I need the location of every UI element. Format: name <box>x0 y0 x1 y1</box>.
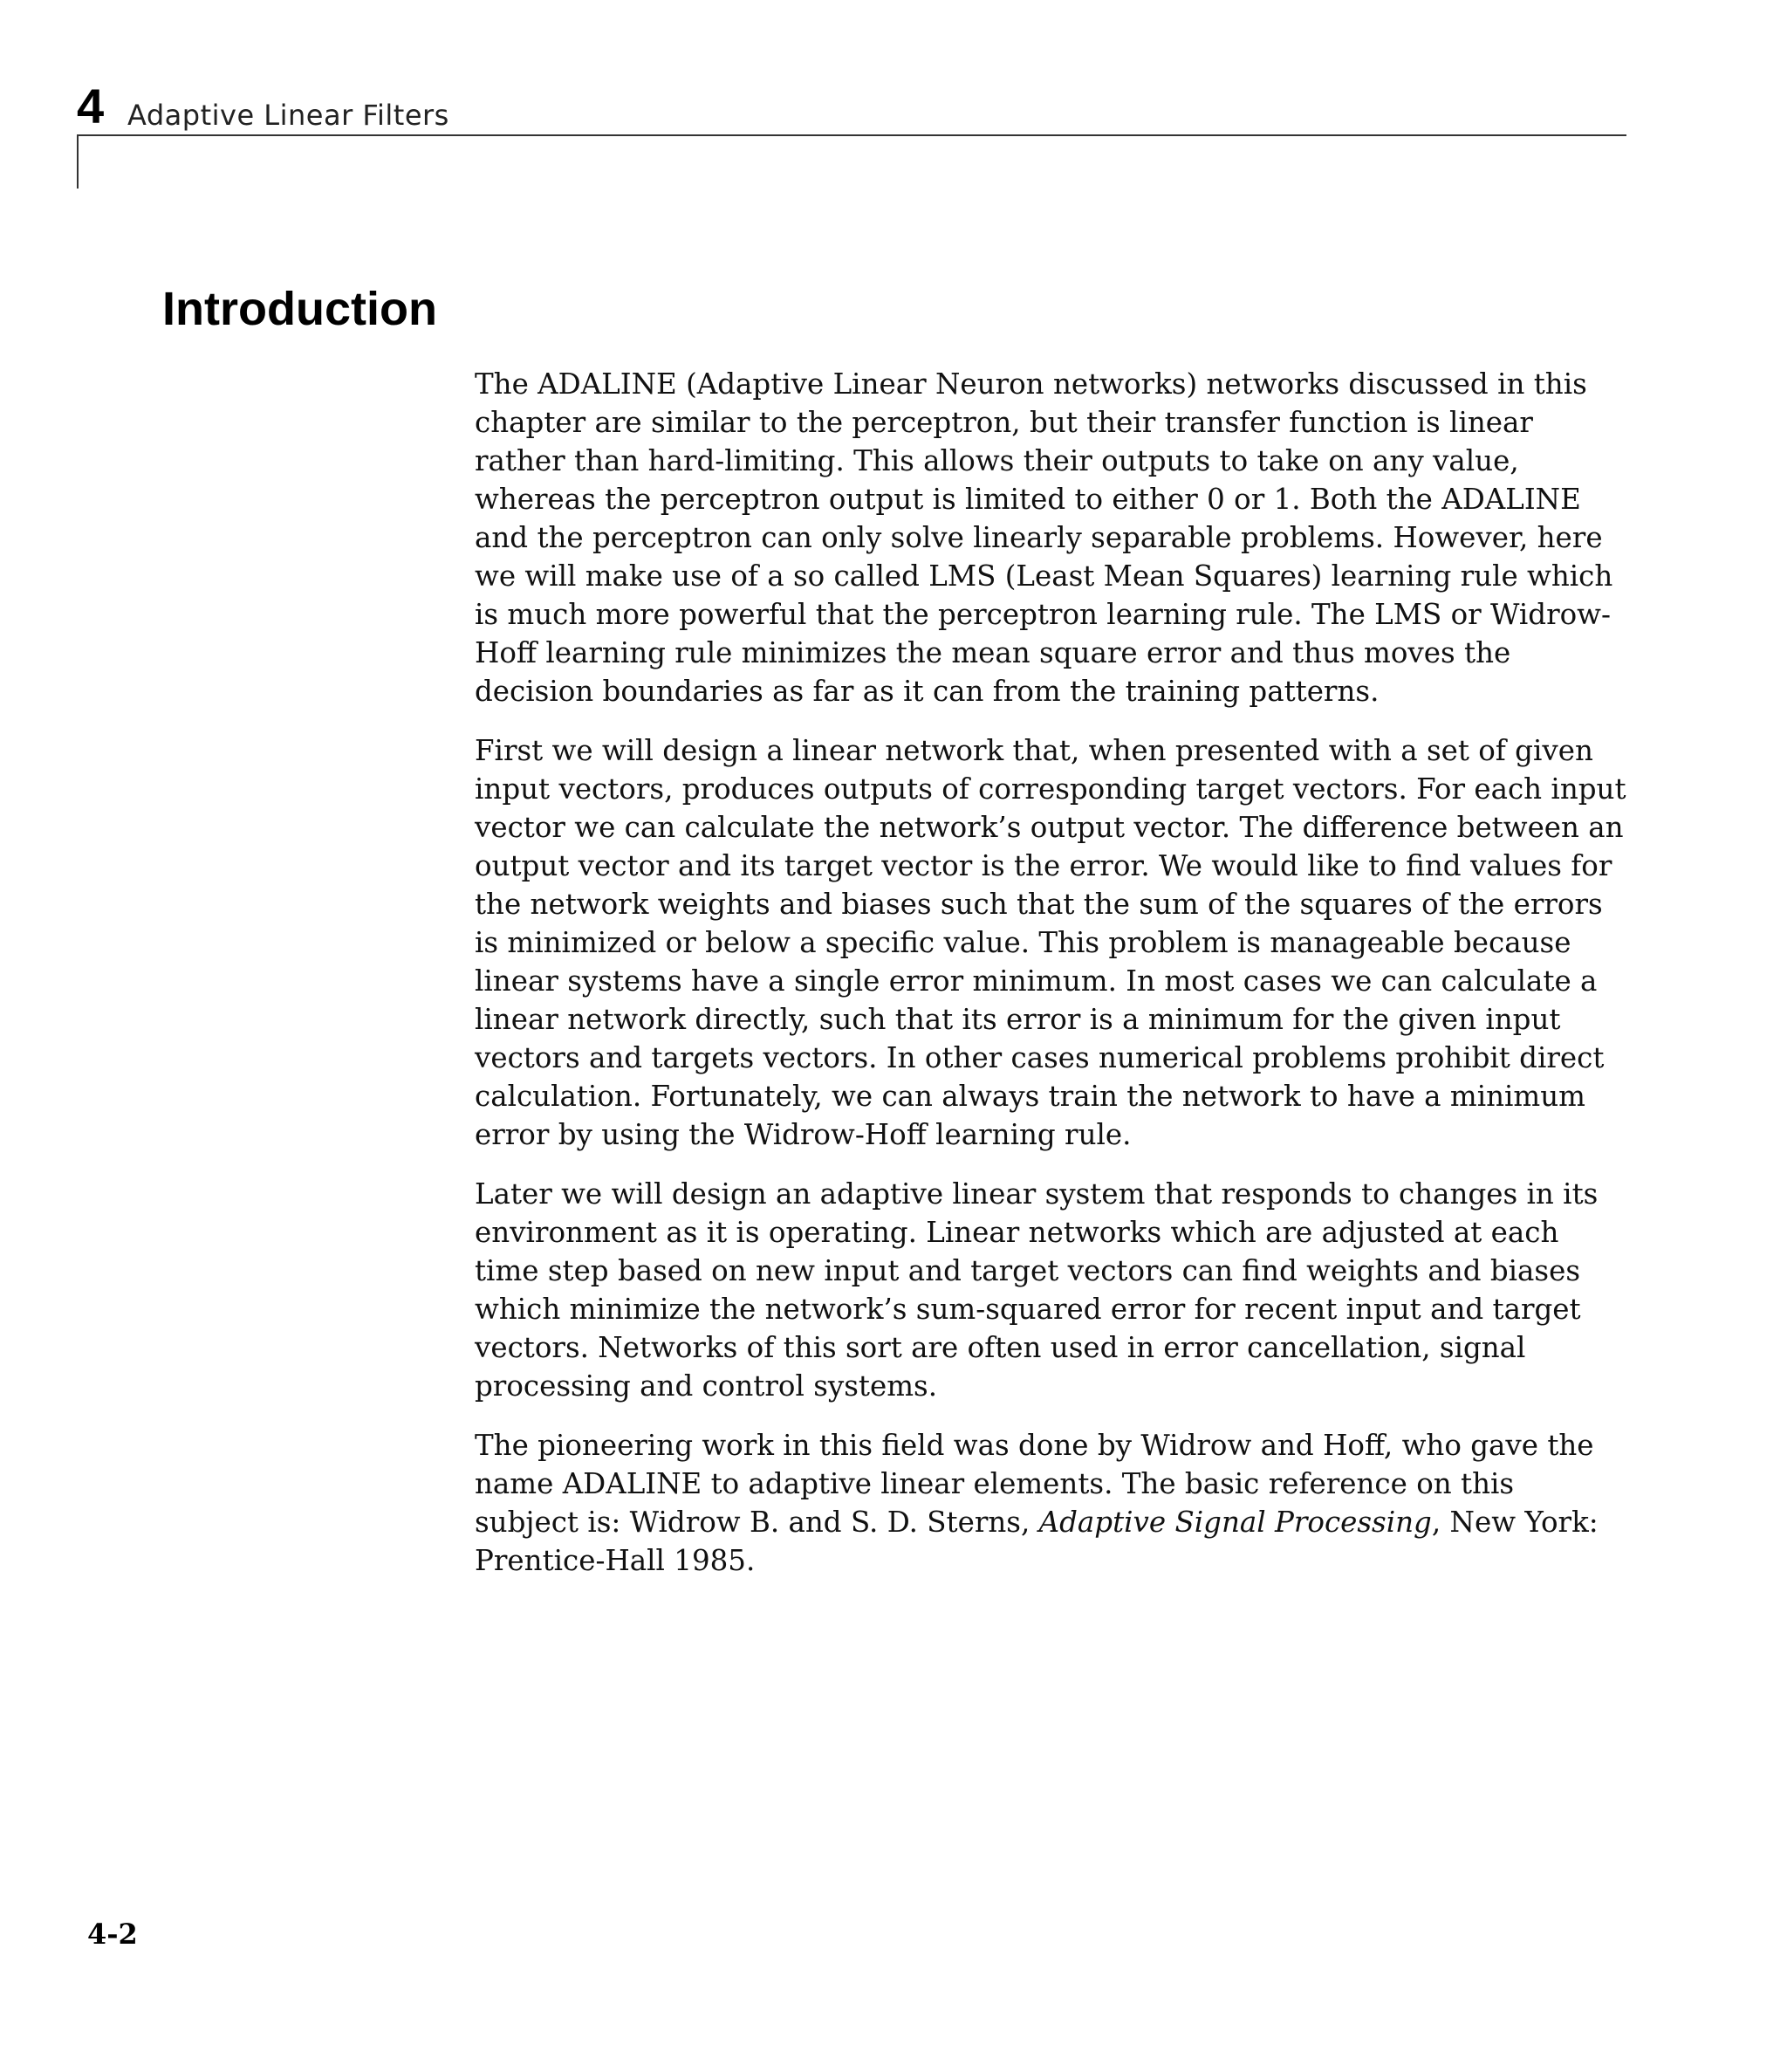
header-rule <box>77 134 1626 136</box>
reference-text-before: The pioneering work in this field was done by Widrow and Hoff, who gave the name ADALINE to adaptive linear elements. The basic reference on this subject is: Widrow B. and S. D. Sterns, <box>475 1429 1594 1539</box>
section-title: Introduction <box>162 283 437 335</box>
page-number: 4-2 <box>87 1918 138 1951</box>
paragraph-adaptive-system: Later we will design an adaptive linear system that responds to changes in its environment as it is operating. Linear networks which are adjusted at each time step based on new input and target vectors can find weights and biases which minimize the network’s sum-squared error for recent input and target vectors. Networks of this sort are often used in error cancellation, signal processing and control systems. <box>475 1177 1599 1403</box>
reference-text-after: , New York: Prentice-Hall 1985. <box>475 1506 1599 1577</box>
paragraph-adaline-overview: The ADALINE (Adaptive Linear Neuron networks) networks discussed in this chapter are similar to the perceptron, but their transfer function is linear rather than hard-limiting. This allows their outputs to take on any value, whereas the perceptron output is limited to either 0 or 1. Both the ADALINE and the perceptron can only solve linearly separable problems. However, here we will make use of a so called LMS (Least Mean Squares) learning rule which is much more powerful that the perceptron learning rule. The LMS or Widrow-Hoff learning rule minimizes the mean square error and thus moves the decision boundaries as far as it can from the training patterns. <box>475 367 1613 708</box>
chapter-number: 4 <box>77 79 105 134</box>
running-header <box>77 77 1626 138</box>
body-text <box>475 365 1626 1601</box>
paragraph-linear-network-design: First we will design a linear network that, when presented with a set of given input vectors, produces outputs of corresponding target vectors. For each input vector we can calculate the network’s output vector. The difference between an output vector and its target vector is the error. We would like to find values for the network weights and biases such that the sum of the squares of the errors is minimized or below a specific value. This problem is manageable because linear systems have a single error minimum. In most cases we can calculate a linear network directly, such that its error is a minimum for the given input vectors and targets vectors. In other cases numerical problems prohibit direct calculation. Fortunately, we can always train the network to have a minimum error by using the Widrow-Hoff learning rule. <box>475 734 1626 1151</box>
reference-book-title: Adaptive Signal Processing <box>1038 1506 1432 1539</box>
header-tick <box>77 134 79 189</box>
paragraph-reference <box>475 1426 1626 1580</box>
chapter-title: Adaptive Linear Filters <box>127 99 449 132</box>
